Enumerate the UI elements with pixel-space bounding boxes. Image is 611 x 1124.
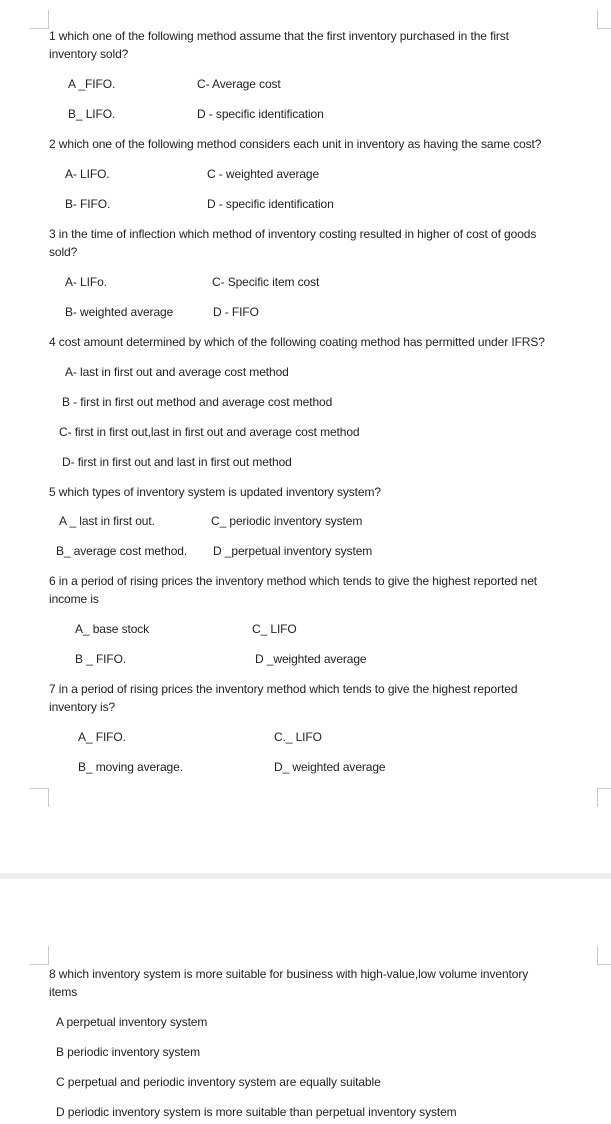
option-b: B_ average cost method. <box>56 544 188 558</box>
crop-mark-top-right <box>597 10 611 29</box>
crop-mark-top-right <box>597 946 611 965</box>
option-d: D_ weighted average <box>274 760 386 774</box>
option-c: C- Average cost <box>197 77 281 91</box>
option-a: A- LIFo. <box>65 275 107 289</box>
option-b: B - first in first out method and average cost method <box>62 395 333 409</box>
crop-mark-top-left <box>30 946 49 965</box>
option-b: B_ LIFO. <box>68 107 116 121</box>
option-d: D - specific identification <box>197 107 324 121</box>
question-text-line: inventory sold? <box>49 47 129 61</box>
question-text-line: 2 which one of the following method considers each unit in inventory as having the same cost? <box>49 137 542 151</box>
crop-mark-bottom-left <box>30 788 49 807</box>
question-text-line: 4 cost amount determined by which of the following coating method has permitted under IFRS? <box>49 335 545 349</box>
question-text-line: 1 which one of the following method assume that the first inventory purchased in the first <box>49 29 509 43</box>
option-d: D - FIFO <box>213 305 259 319</box>
option-c: C_ LIFO <box>252 622 297 636</box>
option-b: B_ moving average. <box>78 760 183 774</box>
option-d: D periodic inventory system is more suitable than perpetual inventory system <box>56 1105 457 1119</box>
question-text-line: sold? <box>49 245 78 259</box>
option-c: C- Specific item cost <box>212 275 320 289</box>
option-d: D _perpetual inventory system <box>213 544 373 558</box>
option-a: A_ FIFO. <box>78 730 126 744</box>
option-c: C perpetual and periodic inventory system are equally suitable <box>56 1075 381 1089</box>
option-b: B _ FIFO. <box>75 652 127 666</box>
option-c: C_ periodic inventory system <box>211 514 363 528</box>
document-page-2 <box>0 879 611 1124</box>
question-text-line: 8 which inventory system is more suitable for business with high-value,low volume inventory <box>49 967 529 981</box>
question-text-line: items <box>49 985 78 999</box>
option-a: A _ last in first out. <box>59 514 155 528</box>
option-c: C - weighted average <box>207 167 320 181</box>
option-a: A _FIFO. <box>68 77 116 91</box>
question-text-line: 5 which types of inventory system is updated inventory system? <box>49 485 381 499</box>
crop-mark-bottom-right <box>597 788 611 807</box>
option-c: C- first in first out,last in first out and average cost method <box>59 425 360 439</box>
question-text-line: inventory is? <box>49 700 116 714</box>
option-a: A- last in first out and average cost method <box>65 365 289 379</box>
question-text-line: income is <box>49 592 99 606</box>
option-b: B periodic inventory system <box>56 1045 201 1059</box>
crop-mark-top-left <box>30 10 49 29</box>
option-a: A_ base stock <box>75 622 150 636</box>
option-d: D _weighted average <box>255 652 367 666</box>
option-b: B- weighted average <box>65 305 174 319</box>
option-a: A perpetual inventory system <box>56 1015 208 1029</box>
option-d: D- first in first out and last in first out method <box>62 455 292 469</box>
option-c: C._ LIFO <box>274 730 322 744</box>
option-a: A- LIFO. <box>65 167 110 181</box>
option-b: B- FIFO. <box>65 197 111 211</box>
option-d: D - specific identification <box>207 197 334 211</box>
question-text-line: 7 in a period of rising prices the inventory method which tends to give the highest reported <box>49 682 518 696</box>
question-text-line: 6 in a period of rising prices the inventory method which tends to give the highest reported net <box>49 574 538 588</box>
question-text-line: 3 in the time of inflection which method of inventory costing resulted in higher of cost of goods <box>49 227 537 241</box>
